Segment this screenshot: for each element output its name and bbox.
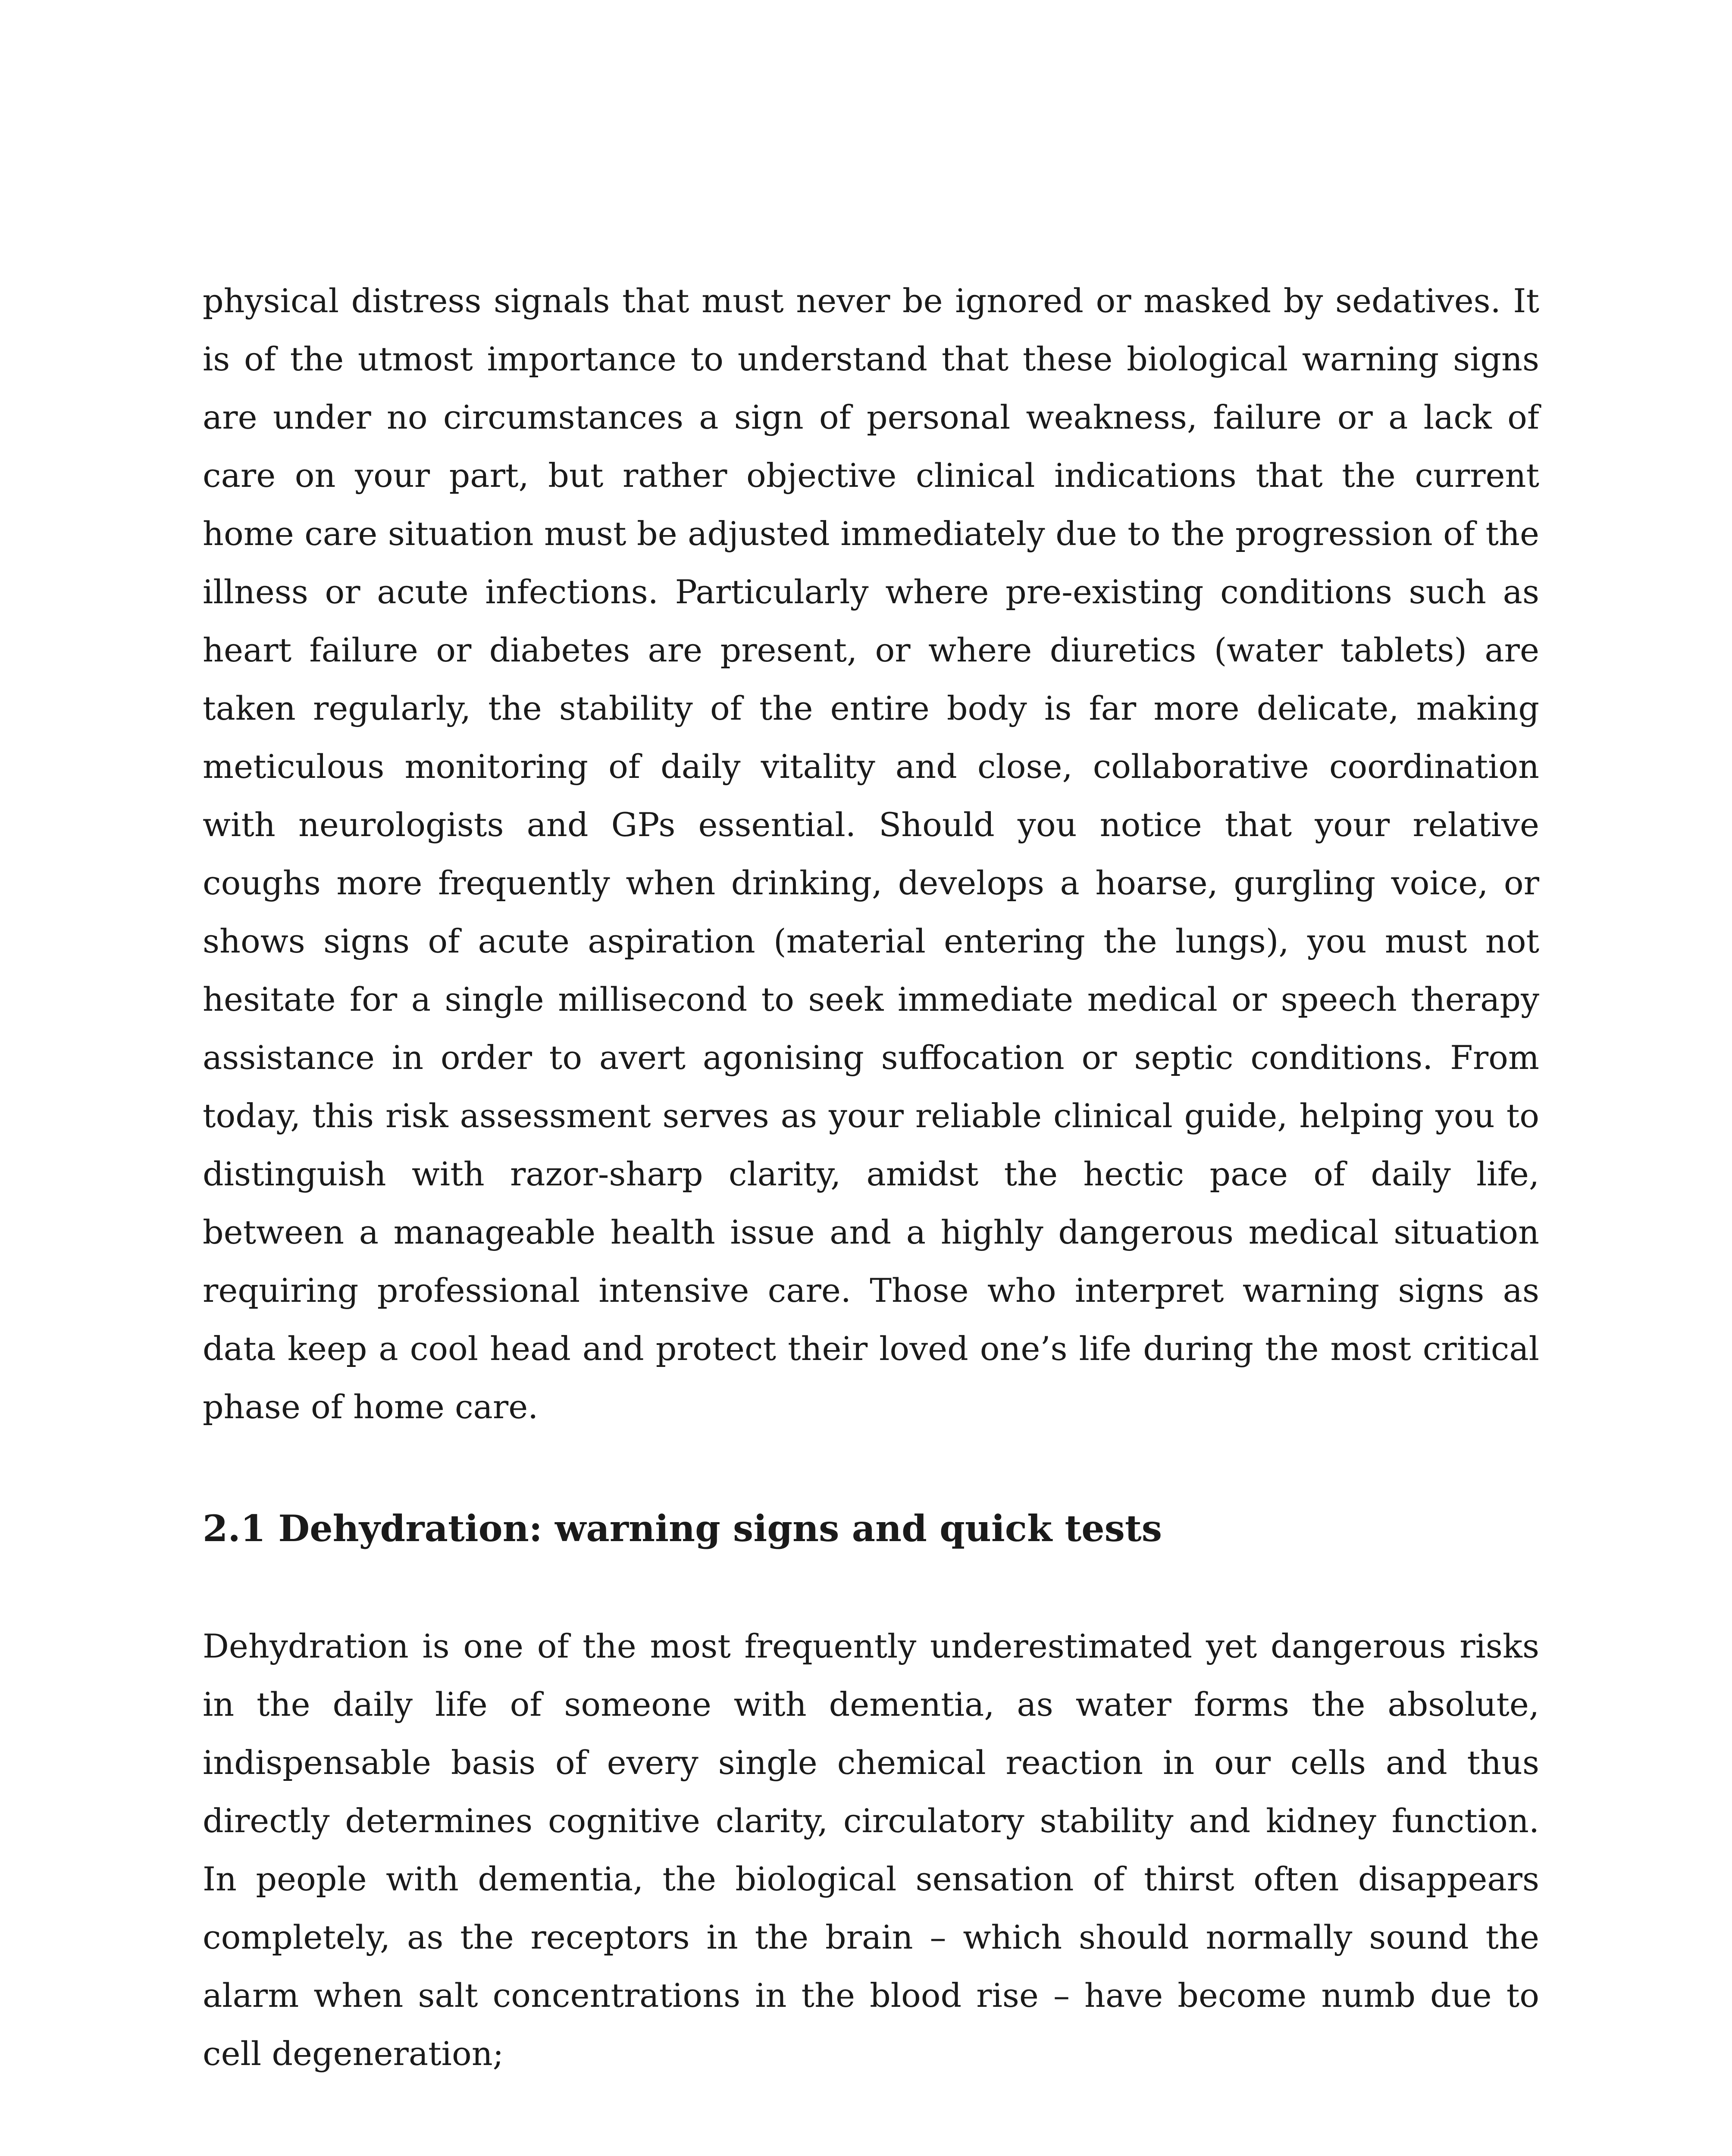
- section-heading: 2.1 Dehydration: warning signs and quick tests: [203, 1507, 1162, 1550]
- page-content: [203, 272, 1539, 2083]
- body-paragraph-2: Dehydration is one of the most frequently underestimated yet dangerous risks in the daily life of someone with dementia, as water forms the absolute, indispensable basis of every single chemical reaction in our cells and thus directly determines cognitive clarity, circulatory stability and kidney function. In people with dementia, the biological sensation of thirst often disappears completely, as the receptors in the brain – which should normally sound the alarm when salt concentrations in the blood rise – have become numb due to cell degeneration;: [203, 1627, 1539, 2073]
- body-paragraph-1: physical distress signals that must never be ignored or masked by sedatives. It is of the utmost importance to understand that these biological warning signs are under no circumstances a sign of personal weakness, failure or a lack of care on your part, but rather objective clinical indications that the current home care situation must be adjusted immediately due to the progression of the illness or acute infections. Particularly where pre-existing conditions such as heart failure or diabetes are present, or where diuretics (water tablets) are taken regularly, the stability of the entire body is far more delicate, making meticulous monitoring of daily vitality and close, collaborative coordination with neurologists and GPs essential. Should you notice that your relative coughs more frequently when drinking, develops a hoarse, gurgling voice, or shows signs of acute aspiration (material entering the lungs), you must not hesitate for a single millisecond to seek immediate medical or speech therapy assistance in order to avert agonising suffocation or septic conditions. From today, this risk assessment serves as your reliable clinical guide, helping you to distinguish with razor-sharp clarity, amidst the hectic pace of daily life, between a manageable health issue and a highly dangerous medical situation requiring professional intensive care. Those who interpret warning signs as data keep a cool head and protect their loved one’s life during the most critical phase of home care.: [203, 282, 1539, 1426]
